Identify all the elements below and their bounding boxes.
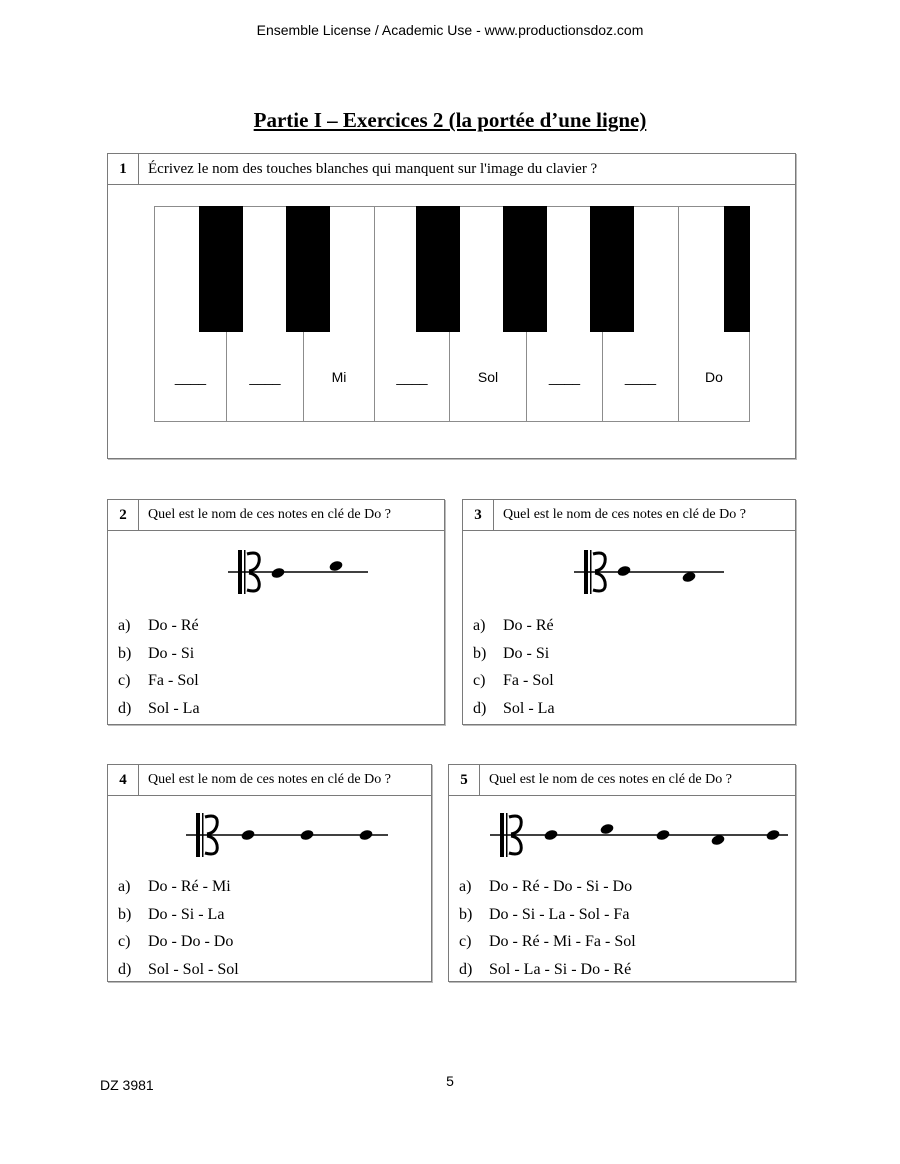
music-staff [228, 544, 368, 600]
option-text: Fa - Sol [148, 672, 199, 689]
question-number: 3 [463, 500, 494, 530]
note [299, 829, 314, 842]
question-4-header [108, 765, 431, 796]
option-d[interactable] [473, 700, 783, 728]
option-c[interactable] [473, 672, 783, 700]
option-text: Do - Ré [503, 617, 554, 634]
option-a[interactable] [118, 878, 418, 906]
question-5-header [449, 765, 795, 796]
option-letter: d) [118, 699, 132, 717]
option-text: Do - Ré - Do - Si - Do [489, 878, 633, 895]
music-staff [574, 544, 724, 600]
question-text: Quel est le nom de ces notes en clé de Do ? [148, 507, 391, 522]
option-text: Do - Si [148, 644, 195, 662]
key-label[interactable]: ____ [174, 369, 207, 385]
question-5-box [448, 764, 796, 982]
option-b[interactable] [118, 645, 428, 673]
option-text: Do - Si [503, 644, 550, 662]
question-number: 4 [108, 765, 139, 795]
option-text: Sol - La - Si - Do - Ré [489, 960, 632, 978]
question-text: Quel est le nom de ces notes en clé de Do ? [148, 772, 391, 787]
key-label: Sol [477, 369, 499, 385]
note [358, 829, 373, 842]
page-number: 5 [446, 1073, 454, 1089]
key-label: Do [705, 369, 723, 385]
question-2-box [107, 499, 445, 725]
question-number: 1 [108, 154, 139, 184]
note [599, 823, 614, 836]
option-letter: d) [118, 960, 132, 978]
option-c[interactable] [459, 933, 784, 961]
key-label[interactable]: ____ [548, 369, 581, 385]
option-letter: a) [459, 878, 472, 895]
question-1-box [107, 153, 796, 459]
option-letter: a) [118, 617, 131, 634]
option-text: Do - Si - La [148, 905, 225, 923]
music-staff [186, 807, 388, 863]
black-key [590, 206, 634, 332]
options-list [118, 617, 428, 727]
option-text: Do - Ré - Mi [148, 878, 231, 895]
question-2-header [108, 500, 444, 531]
option-text: Sol - La [148, 699, 200, 717]
note [270, 567, 285, 580]
option-text: Do - Ré - Mi - Fa - Sol [489, 933, 636, 950]
option-letter: a) [118, 878, 131, 895]
option-letter: a) [473, 617, 486, 634]
note [543, 829, 558, 842]
option-d[interactable] [118, 700, 428, 728]
black-key [199, 206, 243, 332]
license-header: Ensemble License / Academic Use - www.productionsdoz.com [256, 22, 644, 38]
key-label[interactable]: ____ [396, 369, 428, 385]
option-a[interactable] [118, 617, 428, 645]
option-b[interactable] [118, 906, 418, 934]
key-label[interactable]: ____ [249, 369, 281, 385]
note [328, 560, 343, 573]
option-letter: c) [118, 672, 131, 689]
option-text: Do - Si - La - Sol - Fa [489, 905, 630, 923]
question-text: Quel est le nom de ces notes en clé de Do ? [489, 772, 732, 787]
option-text: Do - Do - Do [148, 933, 234, 950]
option-d[interactable] [118, 961, 418, 989]
question-3-box [462, 499, 796, 725]
black-key [503, 206, 547, 332]
option-letter: c) [118, 933, 131, 950]
question-text: Quel est le nom de ces notes en clé de Do ? [503, 507, 746, 522]
option-letter: b) [473, 644, 487, 662]
note [765, 829, 780, 842]
option-b[interactable] [473, 645, 783, 673]
options-list [118, 878, 418, 988]
option-letter: c) [459, 933, 472, 950]
options-list [473, 617, 783, 727]
black-key [416, 206, 460, 332]
option-a[interactable] [473, 617, 783, 645]
option-b[interactable] [459, 906, 784, 934]
question-number: 2 [108, 500, 139, 530]
option-c[interactable] [118, 672, 428, 700]
option-letter: b) [459, 905, 473, 923]
black-key [724, 206, 750, 332]
piano-keyboard [154, 206, 750, 424]
key-label[interactable]: ____ [624, 369, 657, 385]
option-letter: b) [118, 905, 132, 923]
option-letter: c) [473, 672, 486, 689]
question-4-box [107, 764, 432, 982]
option-letter: b) [118, 644, 132, 662]
option-text: Fa - Sol [503, 672, 554, 689]
option-a[interactable] [459, 878, 784, 906]
note [240, 829, 255, 842]
options-list [459, 878, 784, 988]
option-d[interactable] [459, 961, 784, 989]
music-staff [490, 807, 788, 863]
option-text: Sol - Sol - Sol [148, 960, 239, 978]
note [655, 829, 670, 842]
option-c[interactable] [118, 933, 418, 961]
page-title: Partie I – Exercices 2 (la portée d’une ligne) [253, 108, 647, 132]
document-code: DZ 3981 [100, 1077, 154, 1093]
question-number: 5 [449, 765, 480, 795]
option-text: Do - Ré [148, 617, 199, 634]
option-letter: d) [459, 960, 473, 978]
note [616, 565, 631, 578]
option-letter: d) [473, 699, 487, 717]
question-1-header [108, 154, 795, 185]
black-key [286, 206, 330, 332]
option-text: Sol - La [503, 699, 555, 717]
question-3-header [463, 500, 795, 531]
key-label: Mi [331, 369, 347, 385]
question-text: Écrivez le nom des touches blanches qui manquent sur l'image du clavier ? [148, 161, 598, 177]
